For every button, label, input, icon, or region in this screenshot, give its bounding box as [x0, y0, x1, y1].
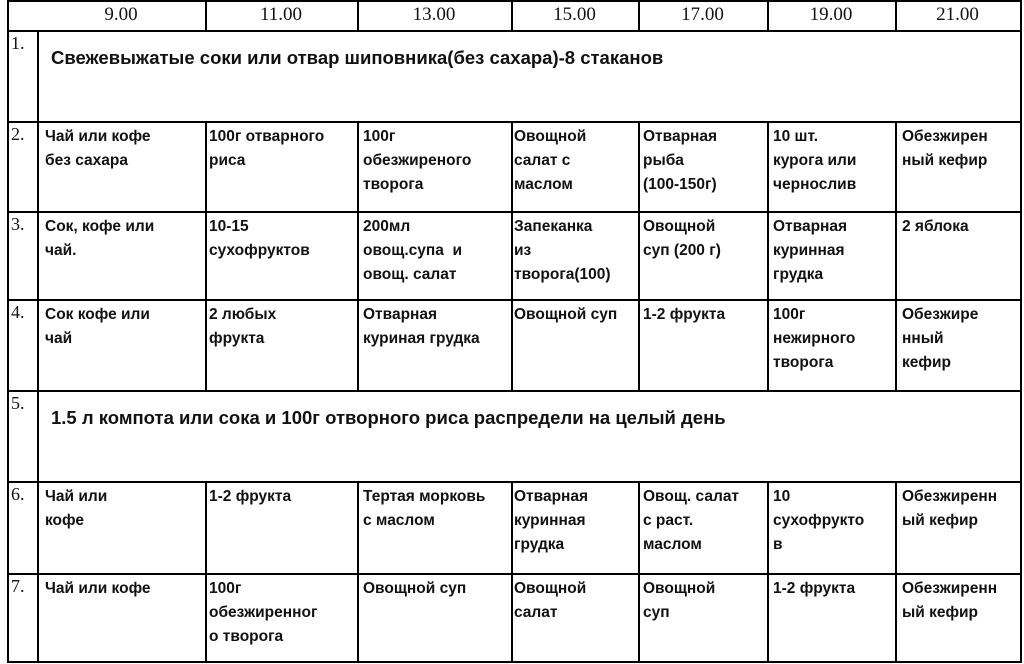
schedule-cell: Обезжиренн ый кефир [902, 488, 998, 529]
schedule-cell: Овощной салат с маслом [514, 128, 587, 193]
schedule-cell: Отварная куриная грудка [363, 306, 480, 347]
schedule-cell: 1-2 фрукта [209, 488, 292, 505]
number-column-divider [37, 30, 39, 663]
schedule-cell: 1-2 фрукта [643, 306, 726, 323]
schedule-cell: Чай или кофе [45, 580, 151, 597]
schedule-cell: Обезжире нный кефир [902, 306, 979, 371]
column-divider [895, 211, 897, 301]
time-header: 17.00 [681, 4, 724, 25]
time-header: 9.00 [104, 4, 138, 25]
schedule-cell: Отварная куринная грудка [514, 488, 589, 553]
row-number: 2. [11, 124, 25, 144]
time-header: 13.00 [412, 4, 456, 25]
row-number: 1. [11, 33, 25, 53]
schedule-cell: Овощ. салат с раст. маслом [643, 488, 740, 553]
schedule-cell: Овощной салат [514, 580, 587, 621]
column-divider [767, 121, 769, 213]
column-divider [205, 121, 207, 213]
row-number: 5. [11, 393, 25, 413]
column-divider [511, 121, 513, 213]
column-divider [638, 299, 640, 392]
row-divider [7, 121, 1022, 123]
schedule-cell: 100г отварного риса [209, 128, 325, 169]
column-divider [895, 299, 897, 392]
schedule-cell: Чай или кофе без сахара [45, 128, 151, 169]
row-divider [7, 299, 1022, 301]
column-divider [767, 211, 769, 301]
schedule-cell: Сок, кофе или чай. [45, 218, 155, 259]
schedule-cell: Обезжирен ный кефир [902, 128, 988, 169]
table-border-bottom [7, 661, 1022, 663]
column-divider [205, 573, 207, 663]
column-divider [767, 573, 769, 663]
schedule-cell: Отварная куринная грудка [773, 218, 848, 283]
column-divider [511, 211, 513, 301]
schedule-cell: 100г нежирного творога [773, 306, 856, 371]
column-divider [638, 573, 640, 663]
row-divider [7, 30, 1022, 32]
row-number: 3. [11, 214, 25, 234]
schedule-cell: 100г обезжиренног о творога [209, 580, 318, 645]
schedule-cell: 100г обезжиреного творога [363, 128, 472, 193]
column-divider [895, 573, 897, 663]
schedule-cell: 10 шт. курога или чернослив [773, 128, 857, 193]
column-divider [205, 299, 207, 392]
schedule-cell: 2 любых фрукта [209, 306, 277, 347]
column-divider [511, 573, 513, 663]
merged-row-text: 1.5 л компота или сока и 100г отворного риса распредели на целый день [51, 407, 726, 428]
time-header: 11.00 [259, 4, 303, 25]
schedule-cell: Обезжиренн ый кефир [902, 580, 998, 621]
row-divider [7, 573, 1022, 575]
column-divider [638, 211, 640, 301]
column-divider [205, 481, 207, 575]
schedule-cell: Овощной суп (200 г) [643, 218, 721, 259]
time-header: 15.00 [553, 4, 596, 25]
column-divider [767, 481, 769, 575]
column-divider [638, 481, 640, 575]
column-divider [357, 299, 359, 392]
column-divider [357, 121, 359, 213]
schedule-cell: Чай или кофе [45, 488, 108, 529]
column-divider [895, 121, 897, 213]
column-divider [357, 573, 359, 663]
schedule-cell: 200мл овощ.супа и овощ. салат [363, 218, 463, 283]
column-divider [357, 481, 359, 575]
schedule-cell: Отварная рыба (100-150г) [643, 128, 718, 193]
column-divider [638, 121, 640, 213]
column-divider [767, 299, 769, 392]
schedule-cell: Тертая морковь с маслом [363, 488, 486, 529]
column-divider [511, 481, 513, 575]
schedule-cell: Запеканка из творога(100) [514, 218, 611, 283]
time-header: 21.00 [936, 4, 979, 25]
row-divider [7, 211, 1022, 213]
column-divider [205, 211, 207, 301]
schedule-cell: Овощной суп [363, 580, 467, 597]
row-number: 6. [11, 484, 25, 504]
column-divider [357, 211, 359, 301]
merged-row-text: Свежевыжатые соки или отвар шиповника(без сахара)-8 стаканов [51, 47, 664, 68]
schedule-cell: 10-15 сухофруктов [209, 218, 310, 259]
schedule-cell: 10 сухофрукто в [773, 488, 865, 553]
schedule-cell: Овощной суп [643, 580, 716, 621]
table-border-right [1020, 0, 1022, 663]
column-divider [895, 481, 897, 575]
row-number: 7. [11, 576, 25, 596]
time-header: 19.00 [809, 4, 853, 25]
schedule-cell: 1-2 фрукта [773, 580, 856, 597]
row-divider [7, 481, 1022, 483]
schedule-cell: Овощной суп [514, 306, 618, 323]
row-number: 4. [11, 302, 25, 322]
row-divider [7, 390, 1022, 392]
schedule-cell: Сок кофе или чай [45, 306, 150, 347]
column-divider [511, 299, 513, 392]
table-border-left [7, 0, 9, 663]
schedule-cell: 2 яблока [902, 218, 969, 235]
